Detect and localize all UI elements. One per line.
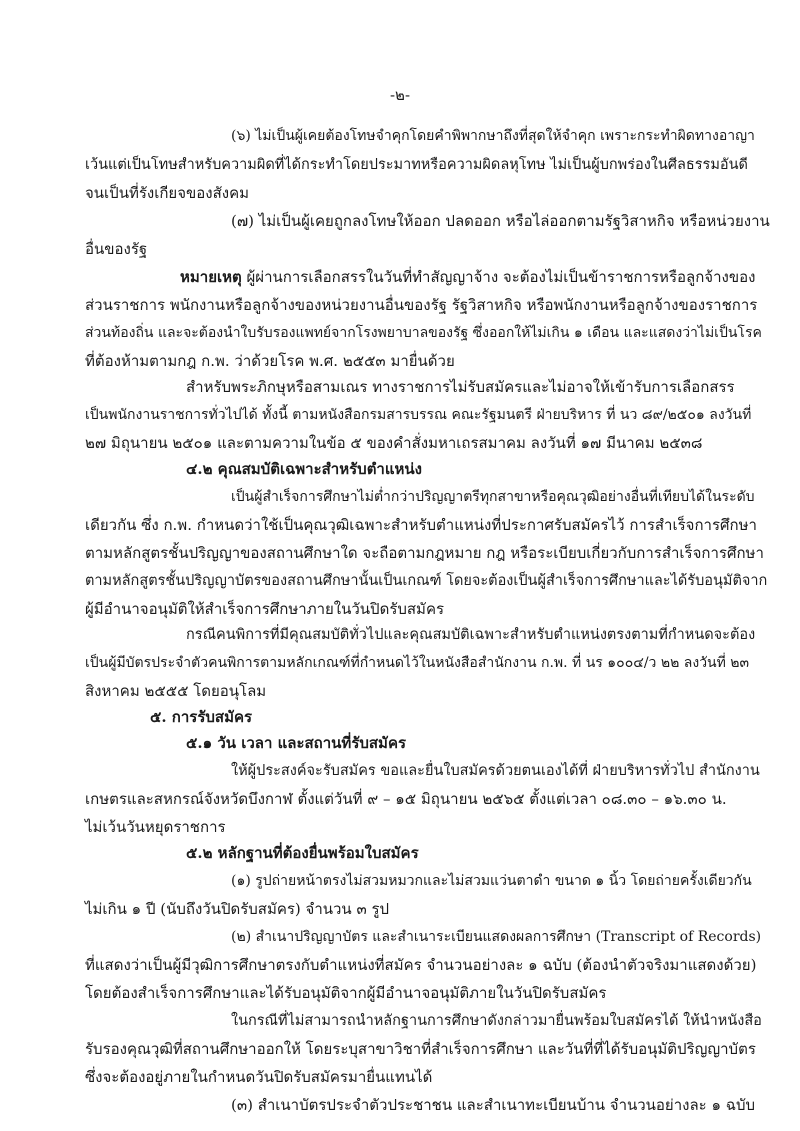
section-heading: ๕.๒ หลักฐานที่ต้องยื่นพร้อมใบสมัคร (186, 844, 419, 862)
section-heading: ๕. การรับสมัคร (150, 708, 253, 726)
text-line: เดียวกัน ซึ่ง ก.พ. กำหนดว่าใช้เป็นคุณวุฒิเฉพาะสำหรับตำแหน่งที่ประกาศรับสมัครไว้ การสำเร็จการศึกษา (85, 516, 757, 534)
text-line: รับรองคุณวุฒิที่สถานศึกษาออกให้ โดยระบุสาขาวิชาที่สำเร็จการศึกษา และวันที่ที่ได้รับอนุมัติปริญญาบัตร (85, 1040, 756, 1058)
page-number: -๒- (389, 86, 411, 104)
text-line: (๖) ไม่เป็นผู้เคยต้องโทษจำคุกโดยคำพิพากษาถึงที่สุดให้จำคุก เพราะกระทำผิดทางอาญา (231, 128, 755, 144)
text-line: เว้นแต่เป็นโทษสำหรับความผิดที่ได้กระทำโดยประมาทหรือความผิดลหุโทษ ไม่เป็นผู้บกพร่องในศีลธรรมอันดี (85, 157, 748, 173)
text-line: (๗) ไม่เป็นผู้เคยถูกลงโทษให้ออก ปลดออก หรือไล่ออกตามรัฐวิสาหกิจ หรือหน่วยงาน (231, 212, 770, 230)
text-line: อื่นของรัฐ (85, 240, 148, 258)
note-text: ผู้ผ่านการเลือกสรรในวันที่ทำสัญญาจ้าง จะต้องไม่เป็นข้าราชการหรือลูกจ้างของ (241, 268, 756, 286)
text-line: เป็นผู้สำเร็จการศึกษาไม่ต่ำกว่าปริญญาตรีทุกสาขาหรือคุณวุฒิอย่างอื่นที่เทียบได้ในระดับ (231, 489, 755, 505)
text-line: ให้ผู้ประสงค์จะรับสมัคร ขอและยื่นใบสมัครด้วยตนเองได้ที่ ฝ่ายบริหารทั่วไป สำนักงาน (231, 763, 760, 779)
text-line: (๒) สำเนาปริญญาบัตร และสำเนาระเบียนแสดงผลการศึกษา (Transcript of Records) (231, 929, 762, 945)
text-line: จนเป็นที่รังเกียจของสังคม (85, 184, 249, 202)
text-line: ที่ต้องห้ามตามกฎ ก.พ. ว่าด้วยโรค พ.ศ. ๒๕๕๓ มายื่นด้วย (85, 352, 455, 370)
note-label: หมายเหตุ (180, 268, 242, 286)
text-line: กรณีคนพิการที่มีคุณสมบัติทั่วไปและคุณสมบัติเฉพาะสำหรับตำแหน่งตรงตามที่กำหนดจะต้อง (186, 627, 756, 643)
text-line: ในกรณีที่ไม่สามารถนำหลักฐานการศึกษาดังกล่าวมายื่นพร้อมใบสมัครได้ ให้นำหนังสือ (231, 1013, 762, 1029)
text-line: ตามหลักสูตรชั้นปริญญาของสถานศึกษาใด จะถือตามกฎหมาย กฎ หรือระเบียบเกี่ยวกับการสำเร็จการศึกษา (85, 544, 764, 562)
text-line: ไม่เกิน ๑ ปี (นับถึงวันปิดรับสมัคร) จำนวน ๓ รูป (85, 900, 390, 918)
text-line: ส่วนราชการ พนักงานหรือลูกจ้างของหน่วยงานอื่นของรัฐ รัฐวิสาหกิจ หรือพนักงานหรือลูกจ้างของราชการ (85, 296, 758, 314)
text-line: (๓) สำเนาบัตรประจำตัวประชาชน และสำเนาทะเบียนบ้าน จำนวนอย่างละ ๑ ฉบับ (231, 1096, 756, 1114)
text-line: สำหรับพระภิกษุหรือสามเณร ทางราชการไม่รับสมัครและไม่อาจให้เข้ารับการเลือกสรร (186, 378, 735, 396)
section-heading: ๕.๑ วัน เวลา และสถานที่รับสมัคร (186, 734, 407, 752)
text-line: สิงหาคม ๒๕๕๕ โดยอนุโลม (85, 682, 267, 700)
note-line (180, 266, 755, 288)
text-line: ตามหลักสูตรชั้นปริญญาบัตรของสถานศึกษานั้นเป็นเกณฑ์ โดยจะต้องเป็นผู้สำเร็จการศึกษาและได้รับอนุมัติจาก (85, 573, 768, 589)
text-line: เป็นพนักงานราชการทั่วไปได้ ทั้งนี้ ตามหนังสือกรมสารบรรณ คณะรัฐมนตรี ฝ่ายบริหาร ที่ นว ๘๙/๒๕๐๑ ลงวันที่ (85, 407, 752, 423)
text-line: ส่วนท้องถิ่น และจะต้องนำใบรับรองแพทย์จากโรงพยาบาลของรัฐ ซึ่งออกให้ไม่เกิน ๑ เดือน และแสดงว่าไม่เป็นโรค (85, 325, 762, 341)
text-line: (๑) รูปถ่ายหน้าตรงไม่สวมหมวกและไม่สวมแว่นตาดำ ขนาด ๑ นิ้ว โดยถ่ายครั้งเดียวกัน (231, 873, 752, 889)
text-line: ที่แสดงว่าเป็นผู้มีวุฒิการศึกษาตรงกับตำแหน่งที่สมัคร จำนวนอย่างละ ๑ ฉบับ (ต้องนำตัวจริงมาแสดงด้วย) (85, 956, 757, 974)
text-line: ๒๗ มิถุนายน ๒๕๐๑ และตามความในข้อ ๕ ของคำสั่งมหาเถรสมาคม ลงวันที่ ๑๗ มีนาคม ๒๕๓๘ (85, 434, 703, 452)
text-line: ซึ่งจะต้องอยู่ภายในกำหนดวันปิดรับสมัครมายื่นแทนได้ (85, 1068, 433, 1086)
text-line: ไม่เว้นวันหยุดราชการ (85, 818, 226, 836)
section-heading: ๔.๒ คุณสมบัติเฉพาะสำหรับตำแหน่ง (186, 460, 422, 478)
text-line: โดยต้องสำเร็จการศึกษาและได้รับอนุมัติจากผู้มีอำนาจอนุมัติภายในวันปิดรับสมัคร (85, 984, 607, 1002)
text-line: ผู้มีอำนาจอนุมัติให้สำเร็จการศึกษาภายในวันปิดรับสมัคร (85, 600, 445, 618)
text-line: เกษตรและสหกรณ์จังหวัดบึงกาฬ ตั้งแต่วันที่ ๙ – ๑๕ มิถุนายน ๒๕๖๕ ตั้งแต่เวลา ๐๘.๓๐ – ๑๖.๓๐ น. (85, 790, 727, 808)
text-line: เป็นผู้มีบัตรประจำตัวคนพิการตามหลักเกณฑ์ที่กำหนดไว้ในหนังสือสำนักงาน ก.พ. ที่ นร ๑๐๐๔/ว ๒๒ ลงวันที่ ๒๓ (85, 655, 750, 671)
